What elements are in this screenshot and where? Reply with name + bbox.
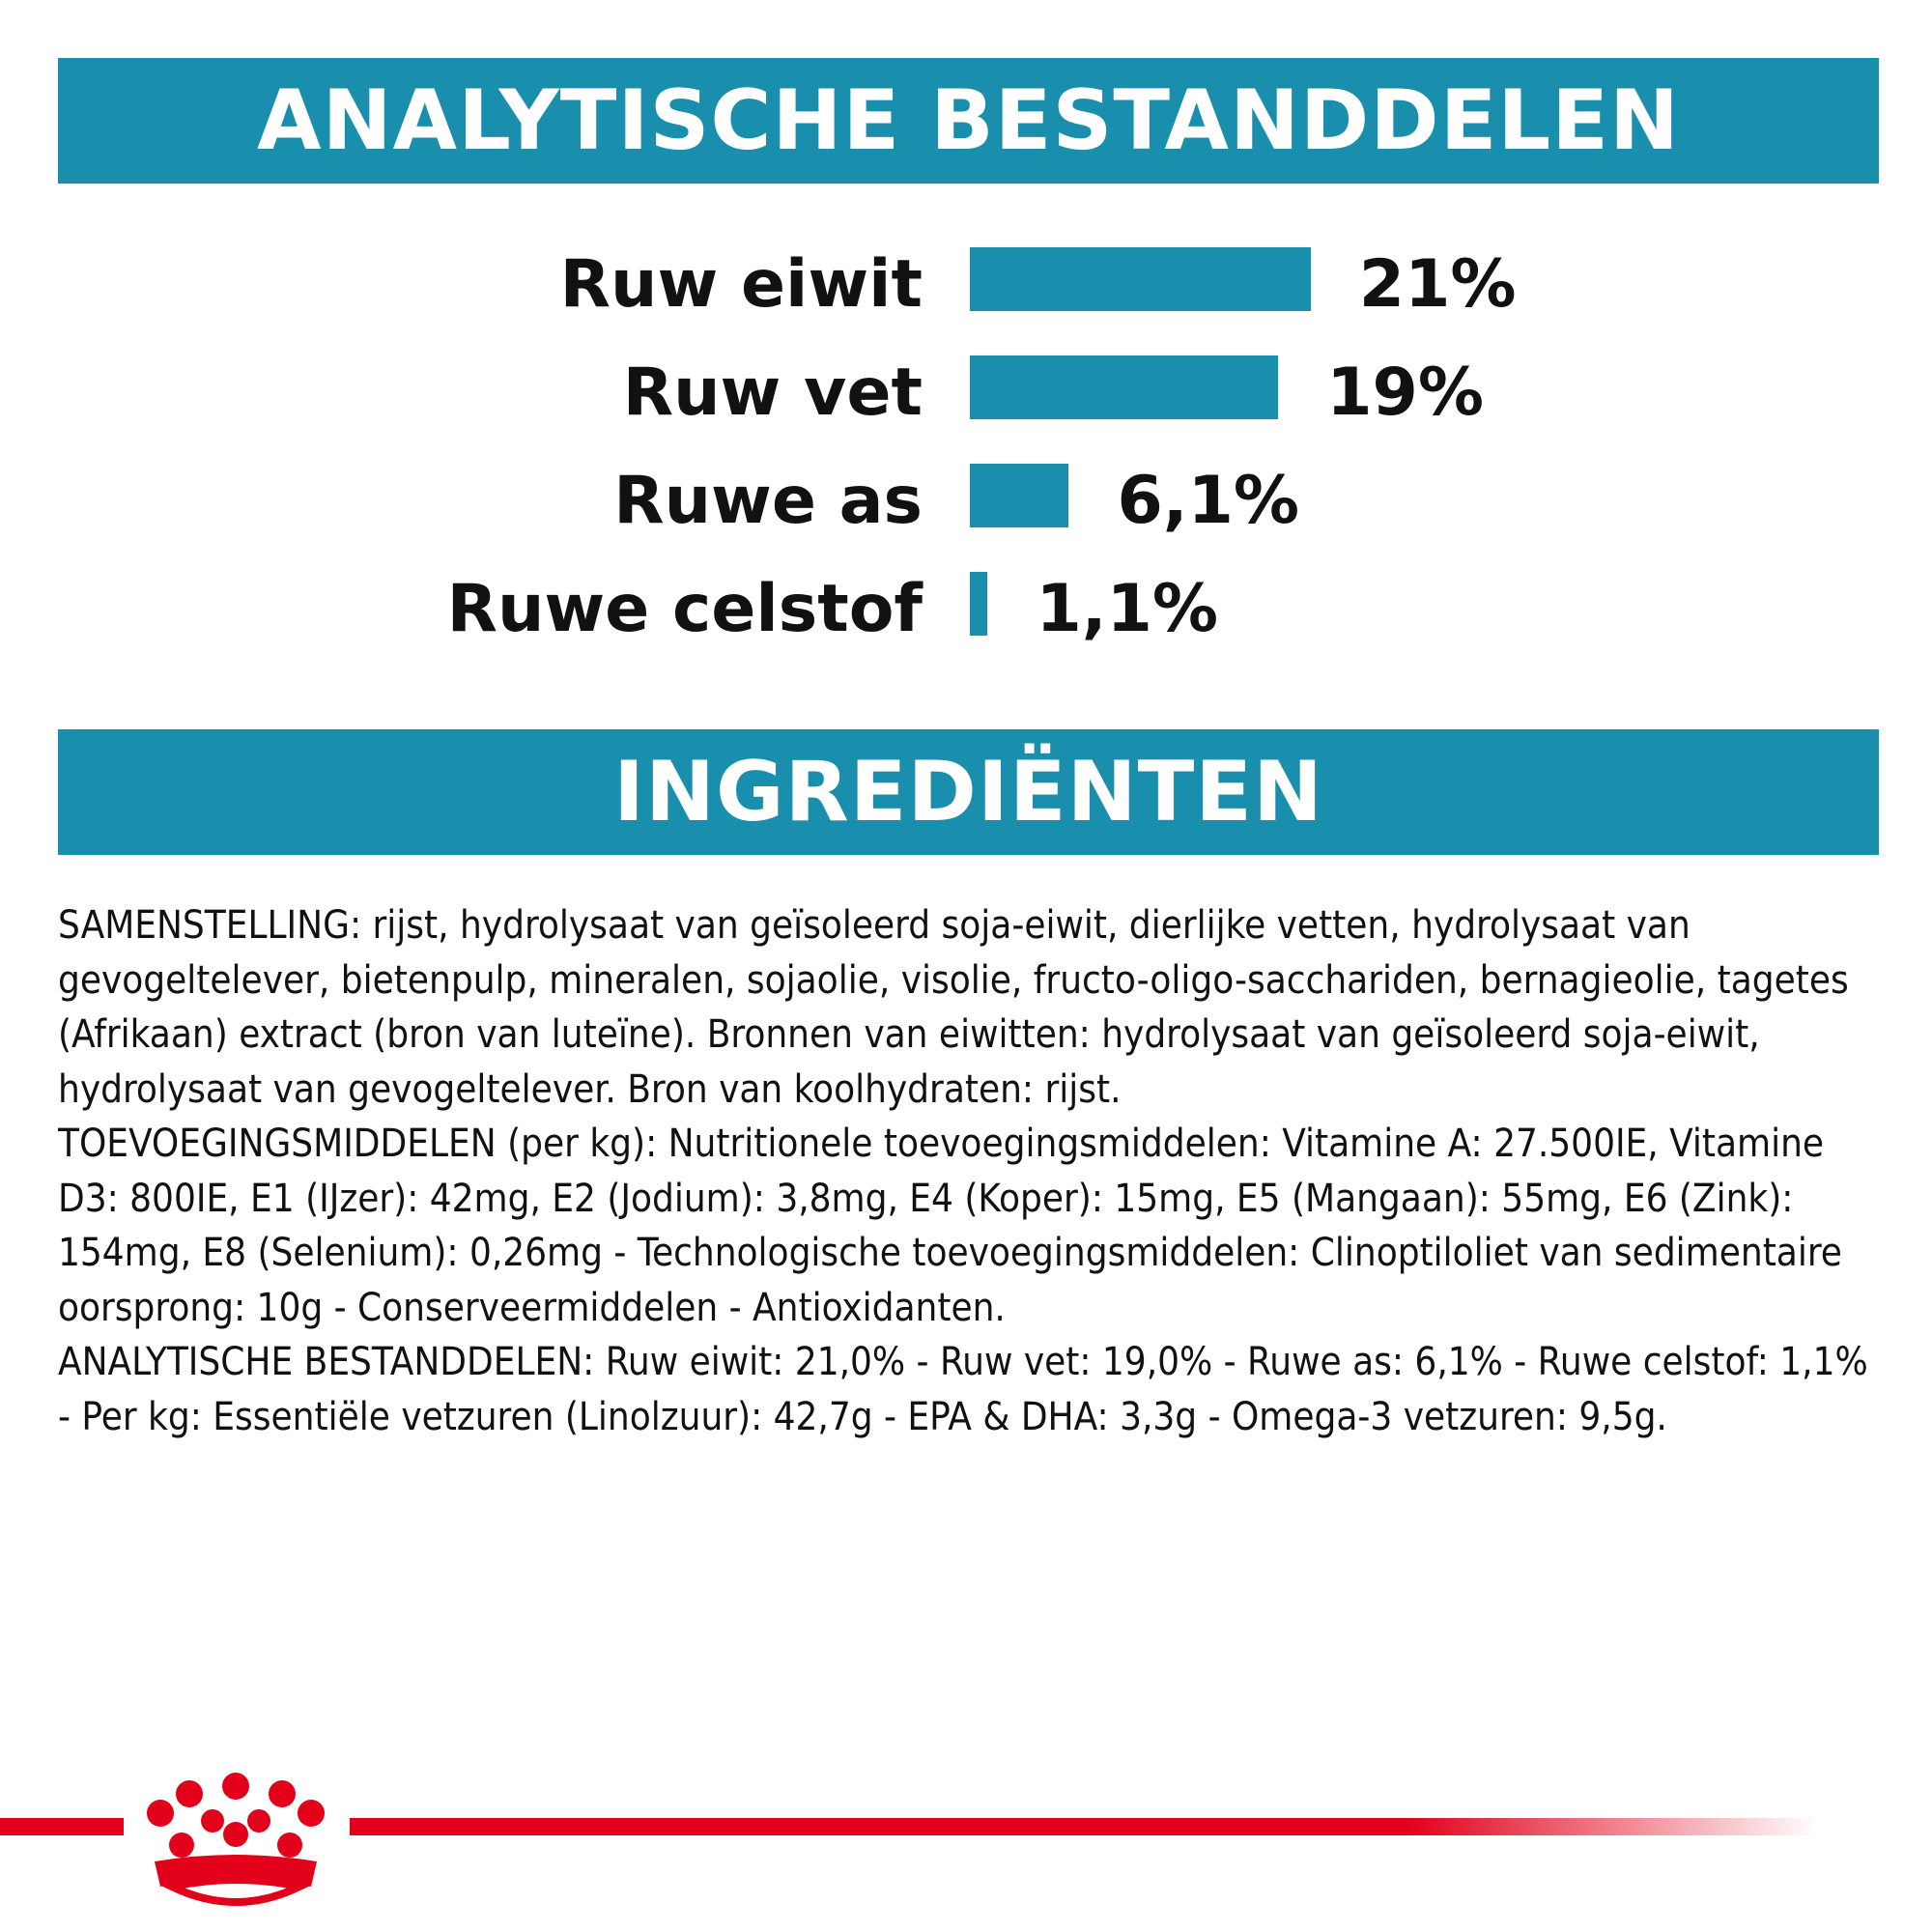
composition-text xyxy=(58,898,1879,1444)
nutrient-label: Ruwe celstof xyxy=(446,571,923,647)
nutrient-label: Ruw vet xyxy=(622,355,923,431)
nutrient-bar xyxy=(970,464,1068,527)
analysis-title: ANALYTISCHE BESTANDDELEN xyxy=(257,72,1680,169)
nutrient-bar xyxy=(970,247,1311,311)
nutrient-bar xyxy=(970,572,987,636)
nutrient-value: 1,1% xyxy=(1036,571,1219,647)
analysis-paragraph: ANALYTISCHE BESTANDDELEN: Ruw eiwit: 21,0% - Ruw vet: 19,0% - Ruwe as: 6,1% - Ruwe celstof: 1,1% - Per kg: Essentiële vetzuren (Linolzuur): 42,7g - EPA & DHA: 3,3g - Omega-3 vetzuren: 9,5g. xyxy=(58,1340,1868,1439)
ingredients-banner xyxy=(58,729,1879,855)
nutrient-label: Ruwe as xyxy=(613,463,923,539)
nutrient-row xyxy=(0,340,1932,446)
nutrient-row xyxy=(0,556,1932,663)
nutrient-bar-chart xyxy=(0,232,1932,657)
nutrient-row xyxy=(0,448,1932,554)
additives-paragraph: TOEVOEGINGSMIDDELEN (per kg): Nutritionele toevoegingsmiddelen: Vitamine A: 27.500IE, Vitamine D3: 800IE, E1 (IJzer): 42mg, E2 (Jodium): 3,8mg, E4 (Koper): 15mg, E5 (Mangaan): 55mg, E6 (Zink): 154mg, E8 (Selenium): 0,26mg - Technologische toevoegingsmiddelen: Clinoptiloliet van sedimentaire oorsprong: 10g - Conserveermiddelen - Antioxidanten. xyxy=(58,1122,1842,1330)
nutrient-value: 21% xyxy=(1358,246,1517,323)
analysis-banner xyxy=(58,58,1879,184)
brand-line-left xyxy=(0,1818,124,1835)
composition-paragraph: SAMENSTELLING: rijst, hydrolysaat van geïsoleerd soja-eiwit, dierlijke vetten, hydrolysaat van gevogeltelever, bietenpulp, mineralen, sojaolie, visolie, fructo-oligo-sacchariden, bernagieolie, tagetes (Afrikaan) extract (bron van luteïne). Bronnen van eiwitten: hydrolysaat van geïsoleerd soja-eiwit, hydrolysaat van gevogeltelever. Bron van koolhydraten: rijst. xyxy=(58,903,1849,1112)
nutrient-value: 19% xyxy=(1326,355,1484,431)
nutrient-row xyxy=(0,232,1932,338)
nutrient-label: Ruw eiwit xyxy=(559,246,923,323)
nutrient-value: 6,1% xyxy=(1117,463,1300,539)
brand-line-right xyxy=(350,1818,1818,1835)
nutrient-bar xyxy=(970,355,1278,419)
ingredients-title: INGREDIËNTEN xyxy=(612,744,1324,840)
royal-canin-crown-icon xyxy=(133,1773,338,1918)
